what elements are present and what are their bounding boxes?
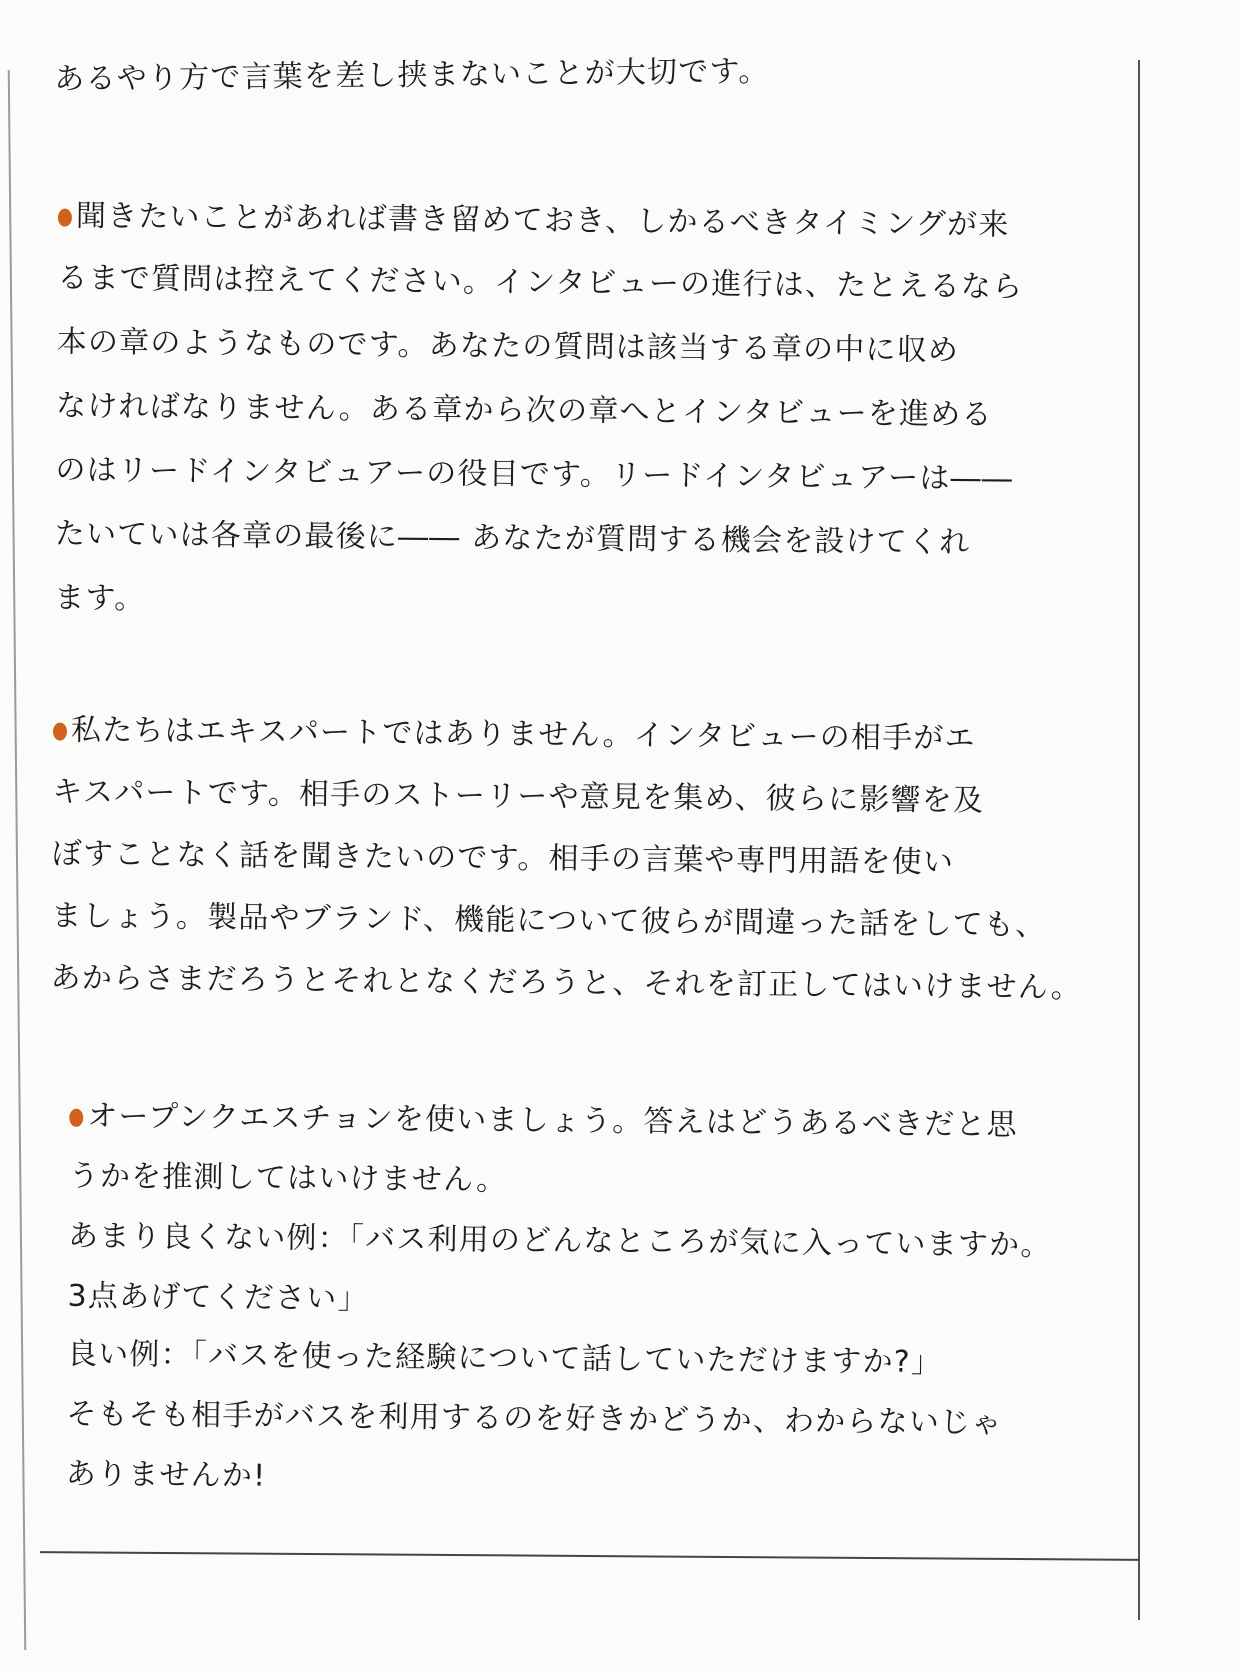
text-line-content: 私たちはエキスパートではありません。インタビューの相手がエ [70,712,976,757]
text-line: ましょう。製品やブランド、機能について彼らが間違った話をしても、 [51,898,1047,944]
text-line: ありませんか! [65,1456,267,1494]
text-line: あまり良くない例：「バス利用のどんなところが気に入っていますか。 [67,1218,1052,1264]
text-line: 本の章のようなものです。あなたの質問は該当する章の中に収め [56,324,960,369]
text-line: あからさまだろうとそれとなくだろうと、それを訂正してはいけません。 [50,960,1083,1006]
text-line: なければなりません。ある章から次の章へとインタビューを進める [55,388,993,433]
text-line: たいていは各章の最後に―― あなたが質問する機会を設けてくれ [54,516,971,561]
text-line-content: 聞きたいことがあれば書き留めておき、しかるべきタイミングが来 [75,198,1010,243]
bullet-icon [58,208,72,226]
text-line: のはリードインタビュアーの役目です。リードインタビュアーは―― [55,452,1014,497]
bullet-icon [69,1108,83,1126]
text-line: うかを推測してはいけません。 [68,1158,508,1198]
text-line: そもそも相手がバスを利用するのを好きかどうか、わからないじゃ [66,1396,1003,1441]
text-line [53,711,976,760]
text-line [58,197,1010,246]
intro-line: あるやり方で言葉を差し挟まないことが大切です。 [54,53,770,98]
text-line: キスパートです。相手のストーリーや意見を集め、彼らに影響を及 [52,774,985,819]
text-line: 良い例：「バスを使った経験について話していただけますか?」 [66,1336,943,1381]
text-line-content: オープンクエスチョンを使いましょう。答えはどうあるべきだと思 [87,1098,1019,1143]
text-line: 3点あげてください」 [67,1278,369,1317]
text-line: ぼすことなく話を聞きたいのです。相手の言葉や専門用語を使い [51,836,955,881]
text-line [69,1097,1018,1146]
text-line: るまで質問は控えてください。インタビューの進行は、たとえるなら [57,260,1024,305]
bullet-icon [53,722,67,740]
text-line: ます。 [54,580,146,617]
